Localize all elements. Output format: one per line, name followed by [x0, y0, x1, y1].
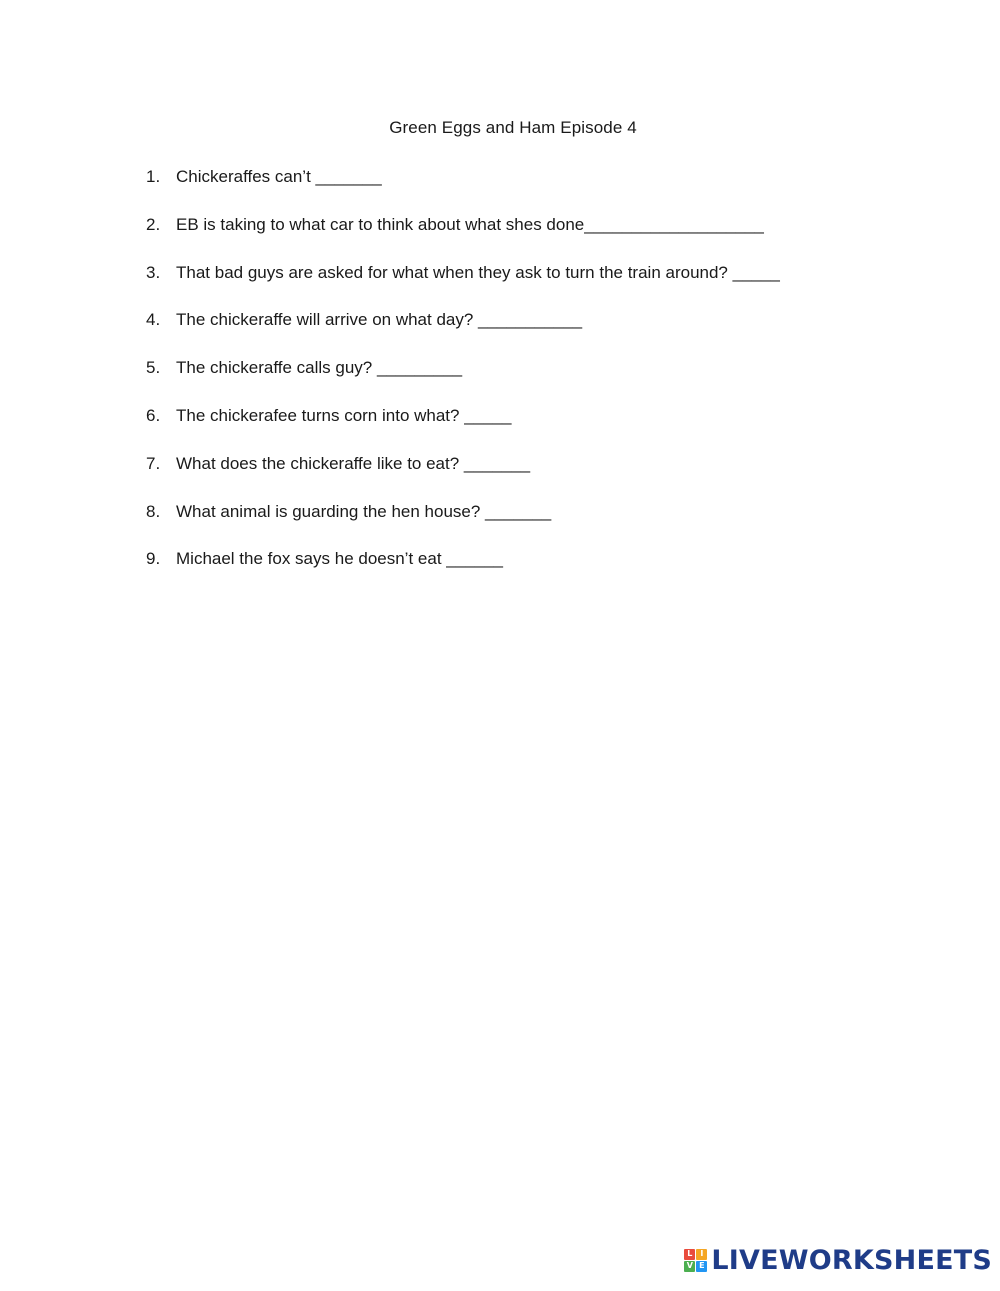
question-item — [146, 500, 780, 548]
logo-block-i: I — [696, 1249, 707, 1260]
brand-name: LIVEWORKSHEETS — [711, 1244, 992, 1276]
question-item — [146, 404, 780, 452]
logo-block-v: V — [684, 1261, 695, 1272]
question-item — [146, 308, 780, 356]
question-number: 5. — [146, 358, 161, 378]
question-list — [146, 165, 780, 595]
question-item — [146, 165, 780, 213]
question-item — [146, 213, 780, 261]
question-text: The chickeraffe will arrive on what day? ___________ — [176, 310, 583, 330]
worksheet-title: Green Eggs and Ham Episode 4 — [389, 118, 637, 137]
question-number: 3. — [146, 262, 161, 282]
question-number: 6. — [146, 405, 161, 425]
question-text: EB is taking to what car to think about what shes done___________________ — [176, 214, 764, 234]
question-number: 4. — [146, 310, 161, 330]
question-number: 1. — [146, 167, 161, 186]
question-number: 7. — [146, 453, 161, 473]
question-text: What does the chickeraffe like to eat? _______ — [176, 453, 531, 473]
logo-block-l: L — [684, 1249, 695, 1260]
question-text: Michael the fox says he doesn’t eat ______ — [176, 549, 503, 569]
question-item — [146, 261, 780, 309]
live-blocks-icon — [684, 1249, 707, 1272]
question-text: The chickeraffe calls guy? _________ — [176, 358, 463, 378]
question-number: 2. — [146, 214, 161, 234]
liveworksheets-logo — [684, 1243, 992, 1277]
question-number: 8. — [146, 501, 161, 521]
question-text: Chickeraffes can’t _______ — [176, 167, 382, 186]
question-item — [146, 452, 780, 500]
question-text: That bad guys are asked for what when they ask to turn the train around? _____ — [176, 262, 780, 282]
logo-block-e: E — [696, 1261, 707, 1272]
question-text: The chickerafee turns corn into what? _____ — [176, 405, 512, 425]
question-item — [146, 547, 780, 595]
question-number: 9. — [146, 549, 161, 569]
question-item — [146, 356, 780, 404]
question-text: What animal is guarding the hen house? _______ — [176, 501, 552, 521]
